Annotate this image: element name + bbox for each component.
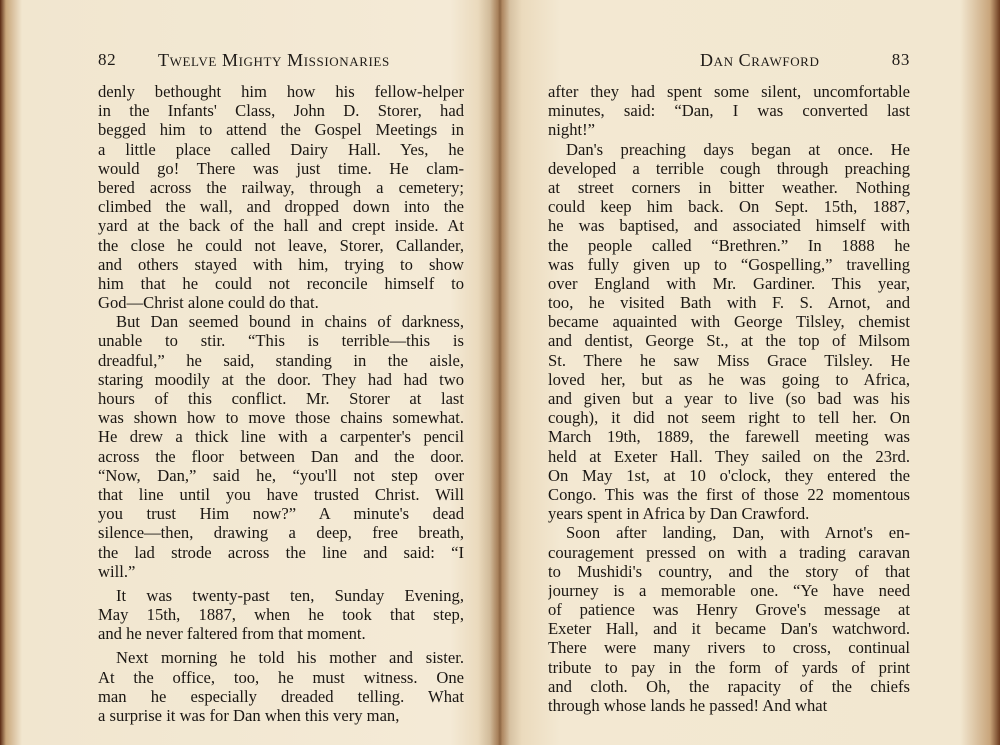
- text-line: Soon after landing, Dan, with Arnot's en-: [566, 523, 910, 543]
- text-line: yard at the back of the hall and crept inside. At: [98, 216, 464, 236]
- text-line: and he never faltered from that moment.: [98, 624, 366, 644]
- text-line: held at Exeter Hall. They sailed on the 23rd.: [548, 446, 910, 466]
- right-page: [500, 0, 1000, 745]
- right-page-body: [548, 82, 910, 715]
- text-line: over England with Mr. Gardiner. This year,: [548, 273, 910, 293]
- text-line: March 19th, 1889, the farewell meeting was: [548, 427, 910, 447]
- text-line: night!”: [548, 120, 596, 140]
- text-line: There were many rivers to cross, continual: [548, 638, 910, 658]
- text-line: through whose lands he passed! And what: [548, 696, 828, 715]
- text-line: begged him to attend the Gospel Meetings in: [98, 120, 464, 140]
- text-line: and cloth. Oh, the rapacity of the chiefs: [548, 676, 910, 696]
- right-running-title: Dan Crawford: [700, 50, 820, 70]
- text-line: journey is a memorable one. “Ye have need: [548, 580, 910, 600]
- text-line: could keep him back. On Sept. 15th, 1887,: [548, 197, 910, 217]
- text-line: “Now, Dan,” said he, “you'll not step over: [98, 465, 464, 485]
- text-line: and dentist, George St., at the top of Milsom: [548, 331, 910, 351]
- text-line: the close he could not leave, Storer, Callander,: [98, 235, 464, 255]
- text-line: will.”: [98, 561, 136, 581]
- text-line: God—Christ alone could do that.: [98, 293, 319, 313]
- text-line: a surprise it was for Dan when this very man,: [98, 706, 400, 725]
- text-line: St. There he saw Miss Grace Tilsley. He: [548, 350, 910, 370]
- text-line: of patience was Henry Grove's message at: [548, 600, 910, 620]
- text-line: would go! There was just time. He clam-: [98, 158, 464, 178]
- text-line: in the Infants' Class, John D. Storer, had: [98, 101, 464, 121]
- text-line: bered across the railway, through a cemetery;: [98, 177, 464, 197]
- text-line: Dan's preaching days began at once. He: [566, 139, 910, 159]
- text-line: too, he visited Bath with F. S. Arnot, and: [548, 293, 910, 313]
- text-line: May 15th, 1887, when he took that step,: [98, 605, 464, 625]
- text-line: tribute to pay in the form of yards of print: [548, 657, 910, 677]
- text-line: denly bethought him how his fellow-helper: [98, 82, 464, 101]
- text-line: At the office, too, he must witness. One: [98, 667, 464, 687]
- text-line: a little place called Dairy Hall. Yes, he: [98, 139, 464, 159]
- text-line: developed a terrible cough through preaching: [548, 158, 910, 178]
- right-page-number: 83: [891, 50, 910, 69]
- text-line: loved her, but as he was going to Africa,: [548, 369, 910, 389]
- text-line: man he especially dreaded telling. What: [98, 686, 464, 706]
- text-line: across the floor between Dan and the door.: [98, 446, 464, 466]
- text-line: at street corners in bitter weather. Nothing: [548, 177, 910, 197]
- text-line: He drew a thick line with a carpenter's pencil: [98, 427, 464, 447]
- text-line: to Mushidi's country, and the story of that: [548, 561, 910, 581]
- left-page-body: [98, 82, 464, 725]
- text-line: cough), it did not seem right to tell her. On: [548, 408, 910, 428]
- text-line: It was twenty-past ten, Sunday Evening,: [116, 585, 464, 605]
- text-line: and others stayed with him, trying to show: [98, 254, 464, 274]
- text-line: Exeter Hall, and it became Dan's watchword.: [548, 619, 910, 639]
- left-page-number: 82: [98, 50, 117, 69]
- text-line: On May 1st, at 10 o'clock, they entered the: [548, 465, 910, 485]
- text-line: him that he could not reconcile himself to: [98, 273, 464, 293]
- text-line: that line until you have trusted Christ. Will: [98, 484, 464, 504]
- text-line: silence—then, drawing a deep, free breath,: [98, 523, 464, 543]
- text-line: you trust Him now?” A minute's dead: [98, 504, 464, 524]
- text-line: after they had spent some silent, uncomfortable: [548, 82, 910, 101]
- text-line: Next morning he told his mother and sister.: [116, 648, 464, 668]
- text-line: and given but a year to live (so bad was his: [548, 389, 910, 408]
- text-line: couragement pressed on with a trading caravan: [548, 542, 910, 562]
- text-line: minutes, said: “Dan, I was converted last: [548, 101, 910, 121]
- text-line: was shown how to move those chains somewhat.: [98, 408, 464, 428]
- left-running-title: Twelve Mighty Missionaries: [158, 50, 390, 70]
- text-line: Congo. This was the first of those 22 momentous: [548, 484, 910, 504]
- text-line: the lad strode across the line and said: “I: [98, 542, 464, 562]
- text-line: he was baptised, and associated himself with: [548, 216, 910, 236]
- text-line: staring moodily at the door. They had had two: [98, 369, 464, 389]
- text-line: the people called “Brethren.” In 1888 he: [548, 235, 910, 255]
- text-line: became aquainted with George Tilsley, chemist: [548, 312, 910, 332]
- text-line: unable to stir. “This is terrible—this is: [98, 331, 464, 351]
- text-line: years spent in Africa by Dan Crawford.: [548, 504, 810, 524]
- text-line: was fully given up to “Gospelling,” travelling: [548, 254, 910, 274]
- text-line: dreadful,” he said, standing in the aisle,: [98, 350, 464, 370]
- text-line: hours of this conflict. Mr. Storer at last: [98, 389, 464, 408]
- text-line: climbed the wall, and dropped down into the: [98, 197, 464, 217]
- text-line: But Dan seemed bound in chains of darkness,: [116, 312, 464, 332]
